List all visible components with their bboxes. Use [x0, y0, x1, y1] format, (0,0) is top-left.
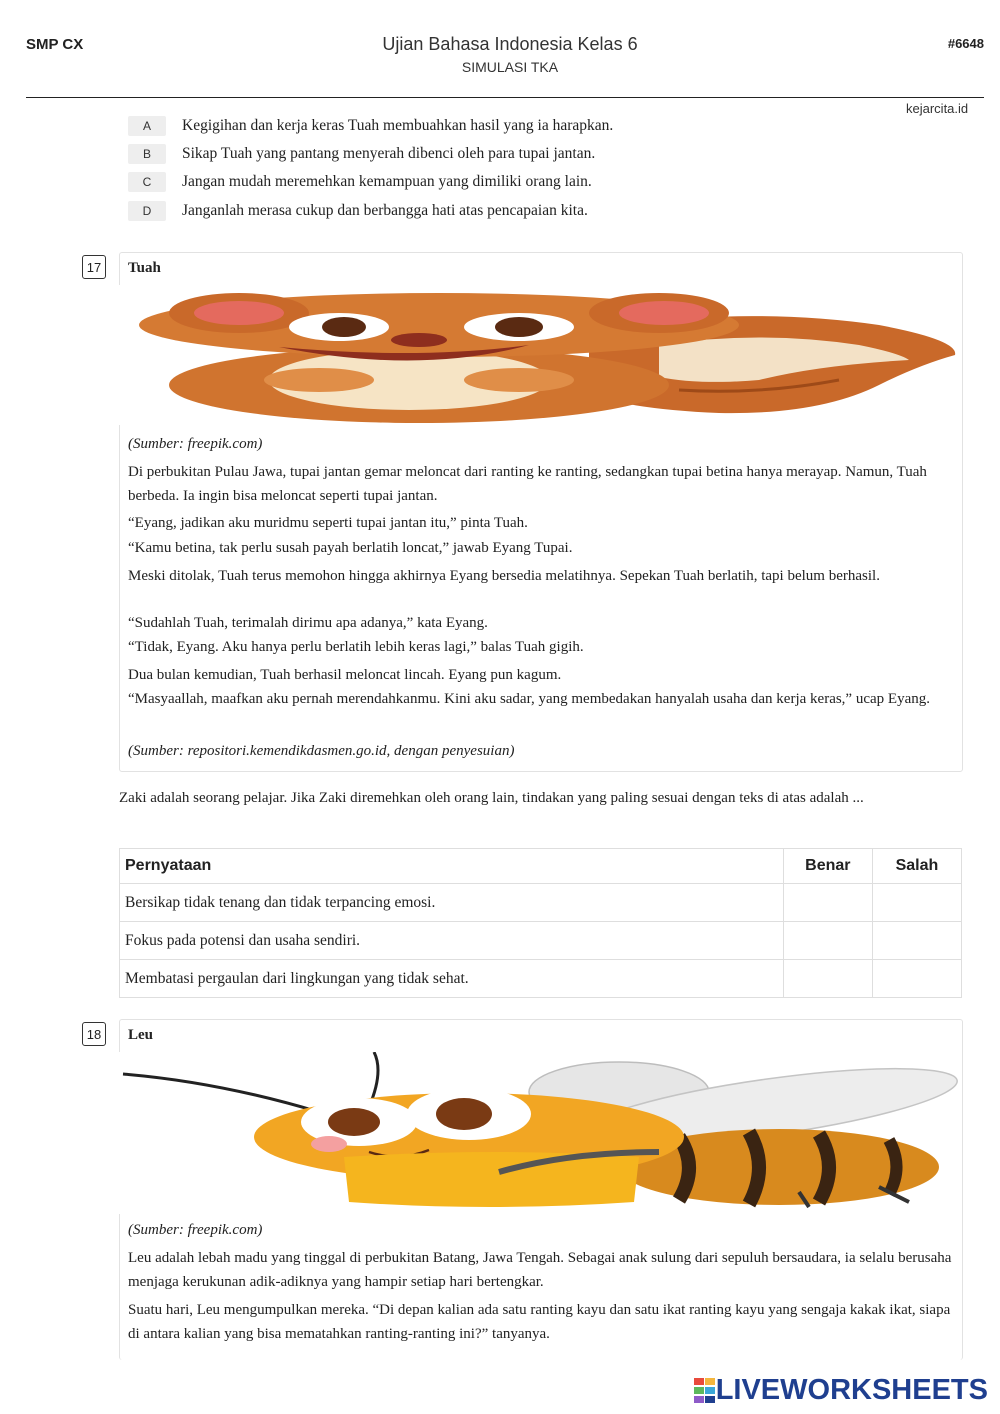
- header-divider: [26, 97, 984, 98]
- bee-illustration: [119, 1052, 961, 1214]
- story-paragraph: “Kamu betina, tak perlu susah payah berlatih loncat,” jawab Eyang Tupai.: [128, 540, 573, 556]
- story-paragraph: “Tidak, Eyang. Aku hanya perlu berlatih lebih keras lagi,” balas Tuah gigih.: [128, 639, 584, 655]
- option-text: Janganlah merasa cukup dan berbangga hati atas pencapaian kita.: [182, 202, 588, 219]
- statement-cell: Bersikap tidak tenang dan tidak terpancing emosi.: [120, 884, 784, 922]
- liveworksheets-icon: [694, 1378, 716, 1404]
- answer-option-b[interactable]: [128, 143, 595, 165]
- squirrel-illustration: [119, 285, 961, 425]
- statement-table: [119, 848, 962, 998]
- story-title: Tuah: [128, 260, 161, 276]
- option-letter: D: [128, 201, 166, 221]
- benar-choice-cell[interactable]: [783, 884, 872, 922]
- answer-option-d[interactable]: [128, 200, 588, 222]
- option-letter: C: [128, 172, 166, 192]
- option-letter: A: [128, 116, 166, 136]
- story-paragraph: Leu adalah lebah madu yang tinggal di perbukitan Batang, Jawa Tengah. Sebagai anak sulung dari sepuluh bersaudara, ia selalu berusaha menjaga kerukunan adik-adiknya yang hampir setiap hari bertengkar.: [128, 1250, 952, 1290]
- option-text: Kegigihan dan kerja keras Tuah membuahkan hasil yang ia harapkan.: [182, 117, 614, 134]
- story-paragraph: Suatu hari, Leu mengumpulkan mereka. “Di depan kalian ada satu ranting kayu dan satu ikat ranting kayu yang sengaja kakak ikat, siapa di antara kalian yang bisa mematahkan ranting-ranting ini?” tanyanya.: [128, 1302, 951, 1342]
- story-paragraph: “Sudahlah Tuah, terimalah dirimu apa adanya,” kata Eyang.: [128, 615, 488, 631]
- question-number-17: 17: [82, 255, 106, 279]
- table-header-row: [120, 849, 962, 884]
- benar-choice-cell[interactable]: [783, 960, 872, 998]
- option-text: Sikap Tuah yang pantang menyerah dibenci oleh para tupai jantan.: [182, 145, 596, 162]
- question-number-18: 18: [82, 1022, 106, 1046]
- answer-option-c[interactable]: [128, 171, 592, 193]
- question-text: Zaki adalah seorang pelajar. Jika Zaki diremehkan oleh orang lain, tindakan yang paling sesuai dengan teks di atas adalah ...: [119, 790, 864, 806]
- salah-choice-cell[interactable]: [872, 884, 961, 922]
- logo-text: LIVEWORKSHEETS: [715, 1374, 988, 1406]
- image-source: (Sumber: freepik.com): [128, 436, 263, 452]
- option-text: Jangan mudah meremehkan kemampuan yang dimiliki orang lain.: [182, 173, 592, 190]
- site-name: kejarcita.id: [906, 101, 969, 116]
- school-name: SMP CX: [26, 36, 84, 53]
- statement-cell: Membatasi pergaulan dari lingkungan yang tidak sehat.: [120, 960, 784, 998]
- salah-choice-cell[interactable]: [872, 960, 961, 998]
- text-source: (Sumber: repositori.kemendikdasmen.go.id, dengan penyesuian): [128, 743, 515, 759]
- option-letter: B: [128, 144, 166, 164]
- liveworksheets-logo[interactable]: [694, 1374, 988, 1407]
- answer-option-a[interactable]: [128, 115, 613, 137]
- image-source: (Sumber: freepik.com): [128, 1222, 263, 1238]
- story-paragraph: Meski ditolak, Tuah terus memohon hingga akhirnya Eyang bersedia melatihnya. Sepekan Tuah berlatih, tapi belum berhasil.: [128, 568, 880, 584]
- exam-title: Ujian Bahasa Indonesia Kelas 6: [382, 34, 638, 54]
- header-salah: Salah: [872, 849, 961, 884]
- salah-choice-cell[interactable]: [872, 922, 961, 960]
- exam-subtitle: SIMULASI TKA: [461, 59, 559, 75]
- story-paragraph: “Eyang, jadikan aku muridmu seperti tupai jantan itu,” pinta Tuah.: [128, 515, 528, 531]
- story-paragraph: Dua bulan kemudian, Tuah berhasil meloncat lincah. Eyang pun kagum.: [128, 667, 562, 683]
- story-paragraph: Di perbukitan Pulau Jawa, tupai jantan gemar meloncat dari ranting ke ranting, sedangkan tupai betina hanya merayap. Namun, Tuah berbeda. Ia ingin bisa meloncat seperti tupai jantan.: [128, 464, 927, 504]
- story-title: Leu: [128, 1027, 154, 1043]
- benar-choice-cell[interactable]: [783, 922, 872, 960]
- header-benar: Benar: [783, 849, 872, 884]
- story-paragraph: “Masyaallah, maafkan aku pernah merendahkanmu. Kini aku sadar, yang membedakan hanyalah usaha dan kerja keras,” ucap Eyang.: [128, 691, 930, 707]
- table-row: [120, 884, 962, 922]
- worksheet-id: #6648: [947, 36, 984, 51]
- table-row: [120, 960, 962, 998]
- table-row: [120, 922, 962, 960]
- statement-cell: Fokus pada potensi dan usaha sendiri.: [120, 922, 784, 960]
- header-pernyataan: Pernyataan: [120, 849, 784, 884]
